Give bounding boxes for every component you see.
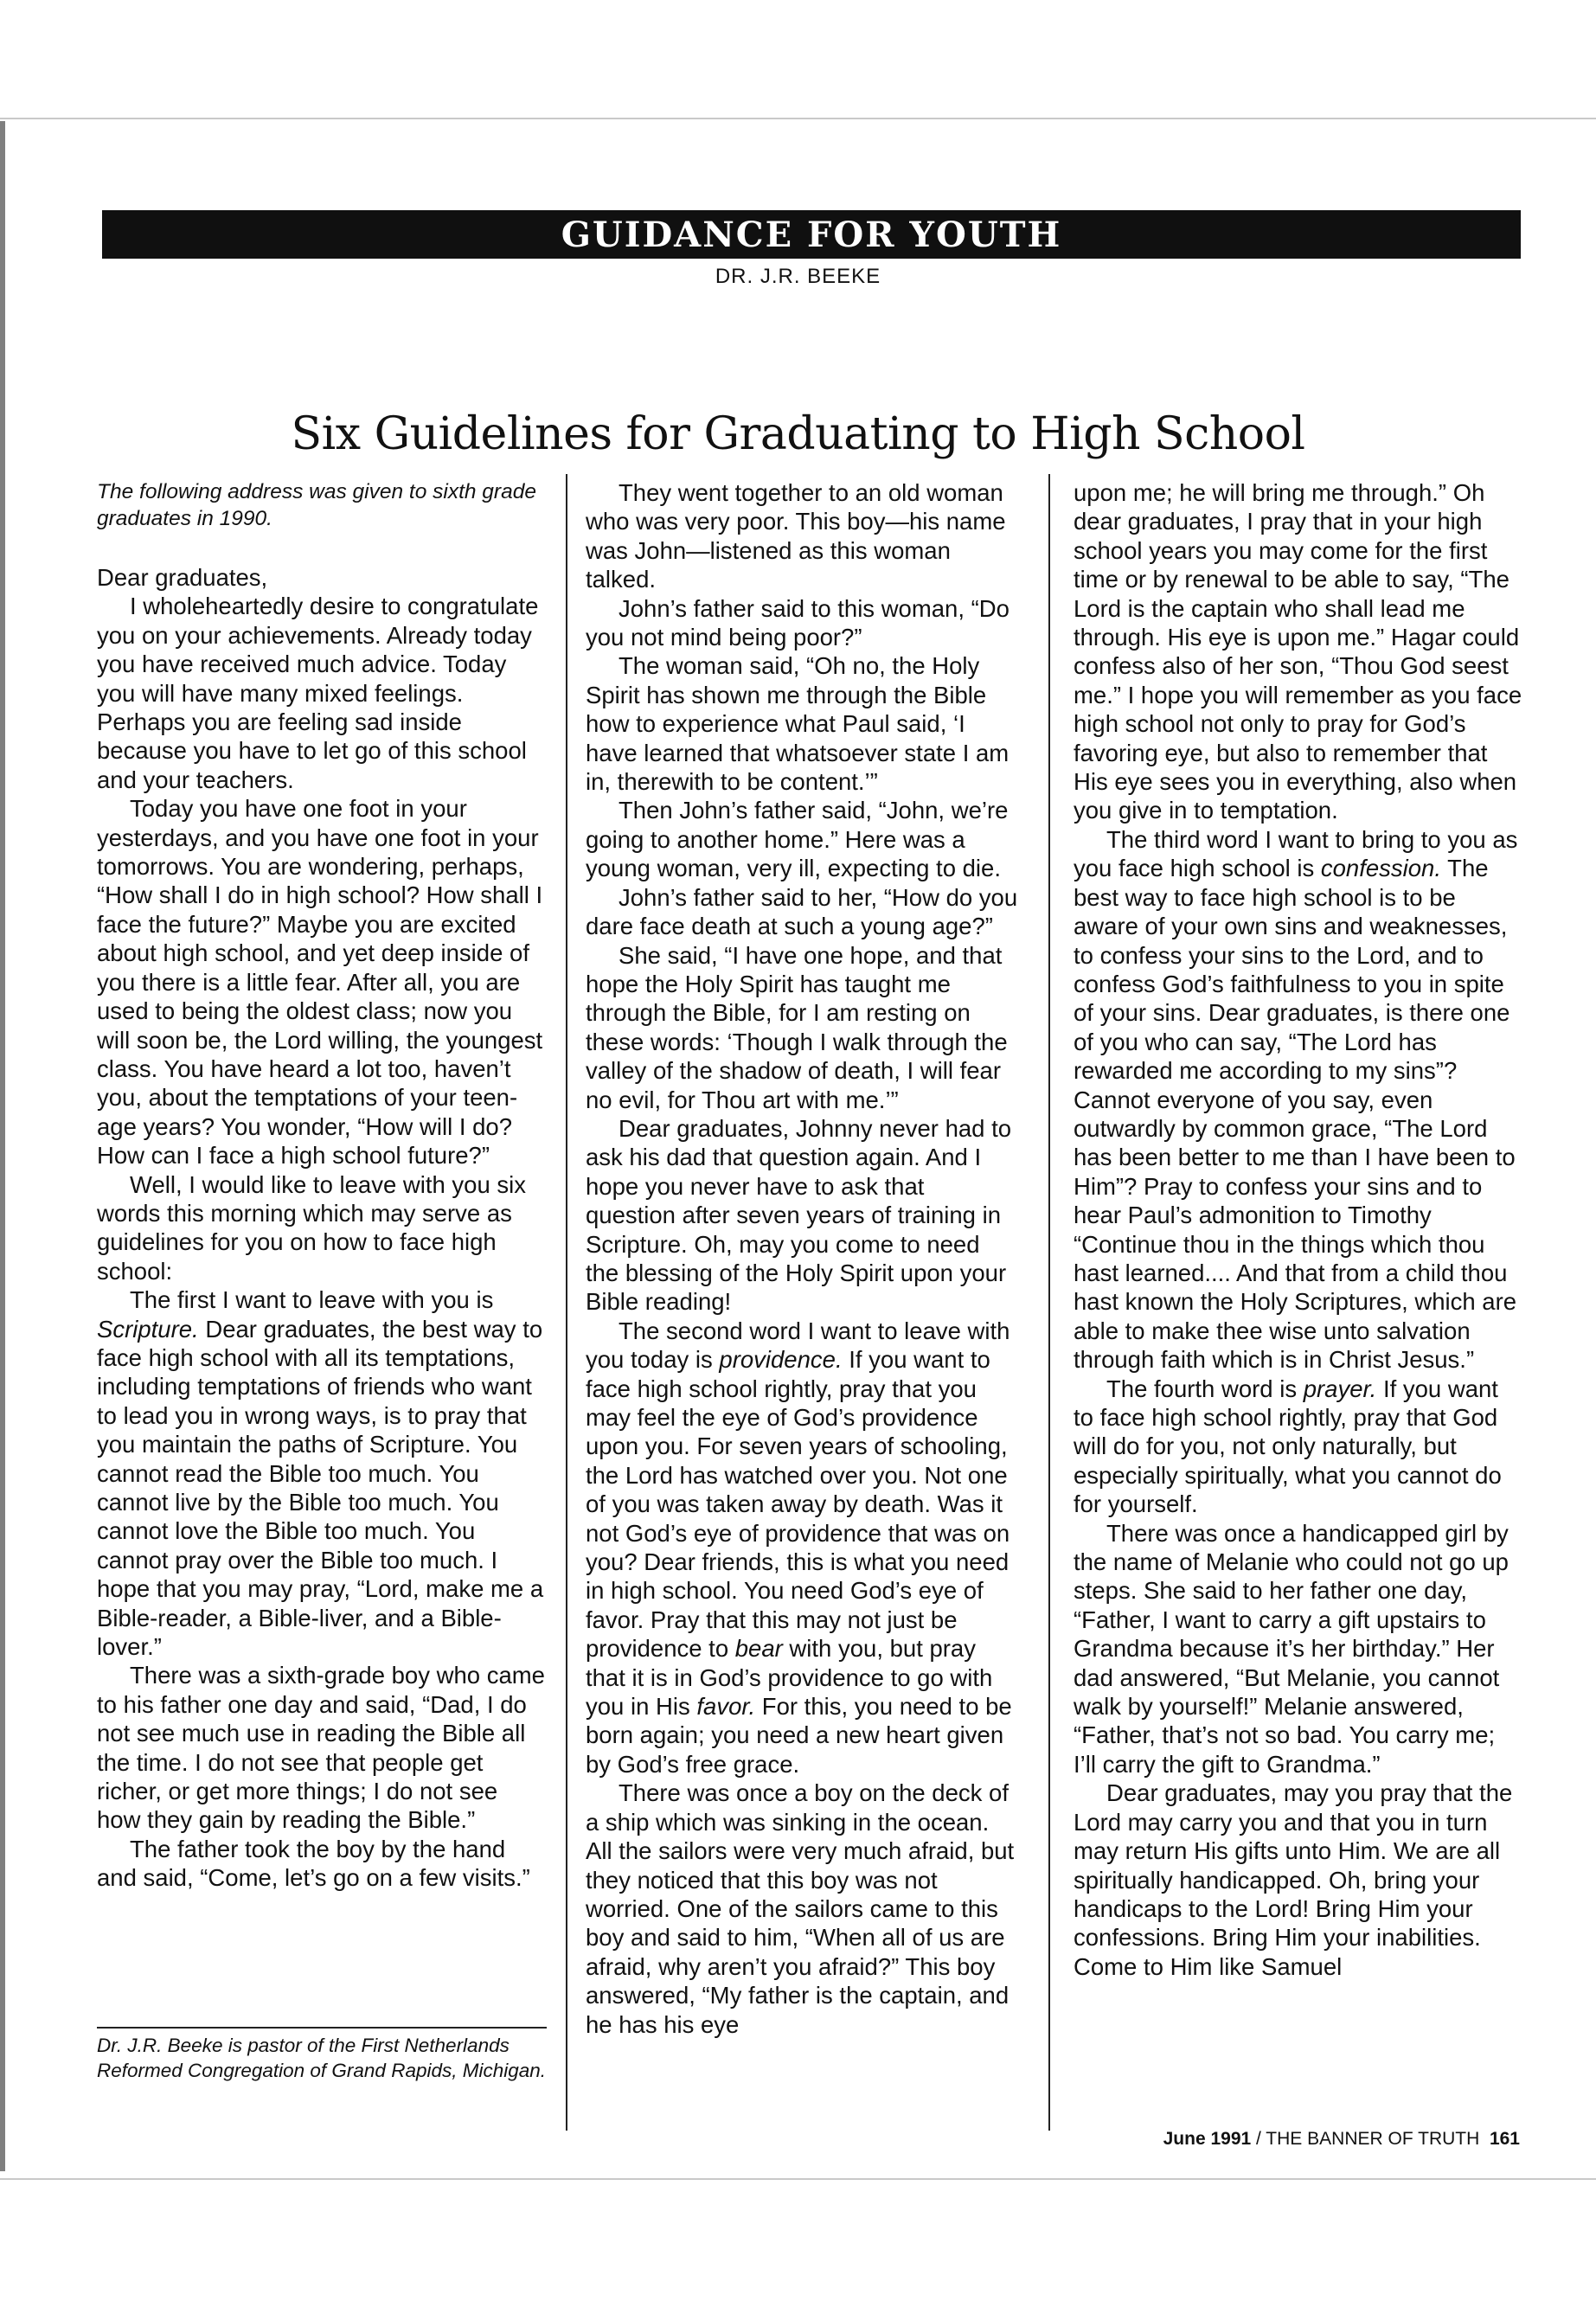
article-intro: The following address was given to sixth grade graduates in 1990. xyxy=(97,480,536,530)
column-1 xyxy=(97,478,547,1893)
paragraph: She said, “I have one hope, and that hope the Holy Spirit has taught me through the Bible, for I am resting on these words: ‘Though I walk through the valley of the shadow of death, I will fear no evil, for Thou art with me.’” xyxy=(586,941,1008,1113)
column-3 xyxy=(1074,478,1523,1981)
text-run: The second word I want to leave with you today is xyxy=(586,1317,1010,1374)
text-run: The third word I want to bring to you as you face high school is xyxy=(1074,825,1518,882)
text-run: with you, but pray that it is in God’s providence to go with you in His xyxy=(586,1635,993,1721)
section-banner-text: GUIDANCE FOR YOUTH xyxy=(561,214,1062,255)
scan-bottom-edge xyxy=(0,2178,1596,2180)
paragraph xyxy=(1074,825,1523,1375)
emphasis: prayer. xyxy=(1303,1375,1377,1402)
page-number: 161 xyxy=(1489,2129,1520,2149)
paragraph: They went together to an old woman who was very poor. This boy—his name was John—listened as this woman talked. xyxy=(586,479,1006,593)
paragraph: John’s father said to her, “How do you dare face death at such a young age?” xyxy=(586,883,1018,940)
page-footer xyxy=(1163,2129,1520,2150)
section-banner xyxy=(102,210,1521,259)
emphasis: bear xyxy=(734,1635,783,1663)
text-run: Dear graduates, the best way to face high school with all its temptations, including temptations of friends who want to lead you in wrong ways, is to pray that you maintain the paths of Scripture. You cannot read the Bible too much. You cannot live by the Bible too much. You cannot love the Bible too much. You cannot pray over the Bible too much. I hope that you may pray, “Lord, make me a Bible-reader, a Bible-liver, and a Bible-lover.” xyxy=(97,1315,544,1661)
text-run: The first I want to leave with you is xyxy=(130,1286,494,1314)
author-footnote: Dr. J.R. Beeke is pastor of the First Netherlands Reformed Congregation of Grand Rapids, Michigan. xyxy=(97,2035,547,2081)
emphasis: Scripture. xyxy=(97,1315,199,1343)
paragraph: The woman said, “Oh no, the Holy Spirit has shown me through the Bible how to experience what Paul said, ‘I have learned that whatsoever state I am in, therewith to be content.’” xyxy=(586,652,1010,796)
paragraph: There was once a boy on the deck of a ship which was sinking in the ocean. All the sailors were very much afraid, but they noticed that this boy was not worried. One of the sailors came to this boy and said to him, “When all of us are afraid, why aren’t you afraid?” This boy answered, “My father is the captain, and he has his eye xyxy=(586,1779,1015,2038)
author-byline: DR. J.R. BEEKE xyxy=(715,265,881,288)
publication-name: / THE BANNER OF TRUTH xyxy=(1251,2129,1480,2149)
paragraph: Dear graduates, xyxy=(97,564,268,591)
emphasis: providence. xyxy=(719,1346,843,1374)
paragraph: There was once a handicapped girl by the name of Melanie who could not go up steps. She said to her father one day, “Father, I want to carry a gift upstairs to Grandma because it’s her birthday.” Her dad answered, “But Melanie, you cannot walk by yourself!” Melanie answered, “Father, that’s not so bad. You carry me; I’ll carry the gift to Grandma.” xyxy=(1074,1519,1509,1778)
text-run: The best way to face high school is to be aware of your own sins and weaknesses, to confess your sins to the Lord, and to confess God’s faithfulness to you in spite of your sins. Dear graduates, is there one of you who can say, “The Lord has rewarded me according to my sins”? Cannot everyone of you say, even outwardly by common grace, “The Lord has been better to me than I have been to Him”? Pray to confess your sins and to hear Paul’s admonition to Timothy “Continue thou in the things which thou hast learned.... And that from a child thou hast known the Holy Scriptures, which are able to make thee wise unto salvation through faith which is in Christ Jesus.” xyxy=(1074,855,1517,1374)
text-run: If you want to face high school rightly, pray that you may feel the eye of God’s providence upon you. For seven years of schooling, the Lord has watched over you. Not one of you was taken away by death. Was it not God’s eye of providence that was on you? Dear friends, this is what you need in high school. You need God’s eye of favor. Pray that this may not just be providence to xyxy=(586,1346,1010,1663)
paragraph xyxy=(586,1317,1018,1779)
paragraph: Well, I would like to leave with you six words this morning which may serve as guidelines for you on how to face high school: xyxy=(97,1170,527,1285)
emphasis: favor. xyxy=(696,1693,756,1721)
text-run: For this, you need to be born again; you need a new heart given by God’s free grace. xyxy=(586,1693,1012,1778)
paragraph: John’s father said to this woman, “Do you not mind being poor?” xyxy=(586,594,1010,651)
issue-date: June 1991 xyxy=(1163,2129,1252,2149)
paragraph: upon me; he will bring me through.” Oh dear graduates, I pray that in your high school years you may come for the first time or by renewal to be able to say, “The Lord is the captain who shall lead me through. His eye is upon me.” Hagar could confess also of her son, “Thou God seest me.” I hope you will remember as you face high school not only to pray for God’s favoring eye, but also to remember that His eye sees you in everything, also when you give in to temptation. xyxy=(1074,479,1522,824)
column-divider xyxy=(1048,474,1050,2131)
article-title: Six Guidelines for Graduating to High School xyxy=(291,408,1305,460)
footnote-rule xyxy=(97,2027,547,2029)
paragraph: I wholeheartedly desire to congratulate you on your achievements. Already today you have received much advice. Today you will have many mixed feelings. Perhaps you are feeling sad inside because you have to let go of this school and your teachers. xyxy=(97,593,539,793)
column-divider xyxy=(566,474,567,2131)
paragraph: Today you have one foot in your yesterdays, and you have one foot in your tomorrows. You are wondering, perhaps, “How shall I do in high school? How shall I face the future?” Maybe you are excited about high school, and yet deep inside of you there is a little fear. After all, you are used to being the oldest class; now you will soon be, the Lord willing, the youngest class. You have heard a lot too, haven’t you, about the temptations of your teen-age years? You wonder, “How will I do? How can I face a high school future?” xyxy=(97,795,543,1170)
emphasis: confession. xyxy=(1320,855,1441,882)
text-run: If you want to face high school rightly, pray that God will do for you, not only naturally, but especially spiritually, what you cannot do for yourself. xyxy=(1074,1375,1502,1518)
column-2 xyxy=(586,478,1018,2039)
text-run: The fourth word is xyxy=(1106,1375,1304,1402)
paragraph xyxy=(1074,1375,1523,1519)
paragraph xyxy=(97,1285,547,1661)
paragraph: Dear graduates, Johnny never had to ask his dad that question again. And I hope you never have to ask that question after seven years of training in Scripture. Oh, may you come to need the blessing of the Holy Spirit upon your Bible reading! xyxy=(586,1114,1012,1316)
scan-top-edge xyxy=(0,118,1596,119)
paragraph: Dear graduates, may you pray that the Lord may carry you and that you in turn may return His gifts unto Him. We are all spiritually handicapped. Oh, bring your handicaps to the Lord! Bring Him your confessions. Bring Him your inabilities. Come to Him like Samuel xyxy=(1074,1779,1513,1980)
paragraph: There was a sixth-grade boy who came to his father one day and said, “Dad, I do not see much use in reading the Bible all the time. I do not see that people get richer, or get more things; I do not see how they gain by reading the Bible.” xyxy=(97,1662,545,1834)
paragraph: Then John’s father said, “John, we’re going to another home.” Here was a young woman, very ill, expecting to die. xyxy=(586,797,1009,882)
paragraph: The father took the boy by the hand and said, “Come, let’s go on a few visits.” xyxy=(97,1835,530,1892)
